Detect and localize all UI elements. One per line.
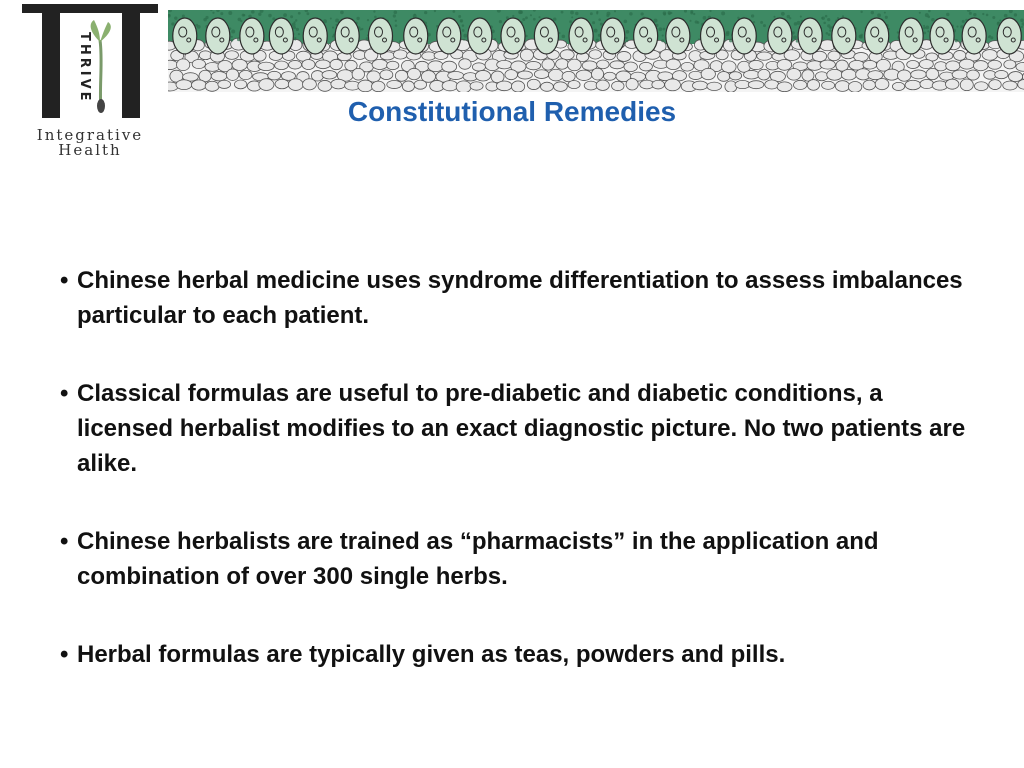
bullet-text: Chinese herbalists are trained as “pharmacists” in the application and combination of over 300 single herbs.	[77, 528, 879, 590]
bullet-text: Herbal formulas are typically given as teas, powders and pills.	[77, 641, 786, 668]
slide-title: Constitutional Remedies	[347, 96, 677, 127]
bullet-list	[60, 263, 980, 715]
bullet-dot: •	[60, 528, 69, 555]
bullet-text: Chinese herbal medicine uses syndrome differentiation to assess imbalances particular to each patient.	[77, 267, 963, 329]
bullet-dot: •	[60, 267, 69, 294]
bullet-item	[60, 524, 980, 594]
herb-cell-banner-graphic	[168, 10, 1024, 92]
bullet-item	[60, 376, 980, 481]
logo-vertical-text: THRIVE	[77, 32, 92, 104]
logo-line-integrative: Integrative	[36, 126, 144, 144]
bullet-item	[60, 263, 980, 333]
bullet-dot: •	[60, 380, 69, 407]
bullet-dot: •	[60, 641, 69, 668]
bullet-text: Classical formulas are useful to pre-diabetic and diabetic conditions, a licensed herbalist modifies to an exact diagnostic picture. No two patients are alike.	[77, 380, 966, 477]
bullet-item	[60, 637, 980, 672]
logo-line-health: Health	[58, 141, 122, 159]
thrive-logo	[10, 2, 170, 157]
logo-pillar-graphic	[10, 2, 170, 127]
header-banner	[168, 10, 1024, 92]
